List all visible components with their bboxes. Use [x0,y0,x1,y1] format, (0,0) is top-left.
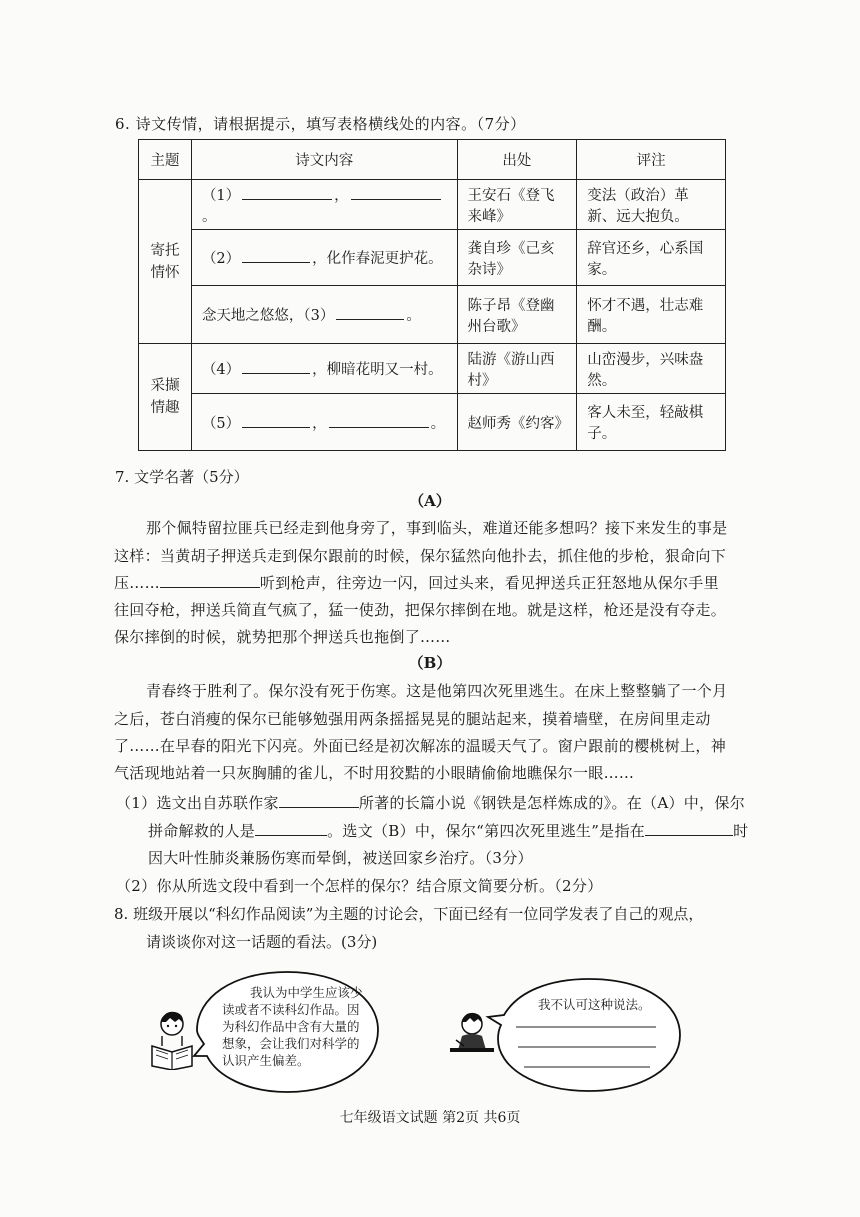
passage-b-line: 青春终于胜利了。保尔没有死于伤寒。这是他第四次死里逃生。在床上整整躺了一个月 [146,682,728,700]
sub-question-1-end: 因大叶性肺炎兼肠伤寒而晕倒，被送回家乡治疗。（3分） [148,849,533,867]
text: 。选文（B）中，保尔“第四次死里逃生”是指在 [327,822,646,840]
text: 拼命解救的人是 [148,822,256,840]
answer-blank[interactable] [160,573,260,588]
line-comma: ， [312,415,327,432]
answer-blank[interactable] [242,413,310,428]
passage-b-line: 之后，苍白消瘦的保尔已能够勉强用两条摇摇晃晃的腿站起来，摸着墙壁，在房间里走动 [114,710,711,728]
poem-line-2 [191,230,457,286]
bubble-line: 为科幻作品中含有大量的 [222,1019,360,1034]
poem-line-3 [191,286,457,344]
answer-blank[interactable] [279,793,359,808]
bubble-line: 读或者不读科幻作品。因 [222,1002,360,1017]
poem-line-5 [191,394,457,451]
passage-a-line [114,572,719,593]
line-end: 。 [406,308,421,324]
answer-blank[interactable] [242,185,332,200]
source-cell: 陆游《游山西村》 [457,344,577,394]
line-comma: ， [334,187,349,204]
right-bubble-text: 我不认可这种说法。 [538,997,651,1012]
passage-b-line: 了……在早春的阳光下闪亮。外面已经是初次解冻的温暖天气了。窗户跟前的樱桃树上，神 [114,737,727,755]
bubble-line: 我认为中学生应该少 [250,985,363,1000]
source-cell: 赵师秀《约客》 [457,394,577,451]
answer-blank[interactable] [255,821,327,836]
text: 压…… [114,574,160,592]
bubble-line: 认识产生偏差。 [222,1053,310,1068]
sub-question-1-cont [148,820,748,841]
passage-a-line: 这样：当黄胡子押送兵走到保尔跟前的时候，保尔猛然向他扑去，抓住他的步枪，狠命向下 [114,547,727,565]
sub-question-1 [116,792,745,813]
section-b-heading: （B） [408,654,452,672]
text: 听到枪声，往旁边一闪，回过头来，看见押送兵正狂怒地从保尔手里 [259,574,719,592]
line-end: 。 [430,415,446,432]
poem-line-1 [191,180,457,230]
left-bubble-text [222,984,363,1069]
line-end: 。 [201,208,217,225]
header-note: 评注 [577,140,726,180]
answer-blank[interactable] [242,359,310,374]
passage-a-line: 往回夺枪，押送兵简直气疯了，猛一使劲，把保尔摔倒在地。就是这样，枪还是没有夺走。 [114,601,727,619]
question-8-line-2: 请谈谈你对这一话题的看法。(3分) [146,933,378,951]
question-8-line-1: 8. 班级开展以“科幻作品阅读”为主题的讨论会，下面已经有一位同学发表了自己的观点， [114,905,704,923]
note-cell: 山峦漫步，兴味盎然。 [577,344,726,394]
theme-cell-2: 采撷 情趣 [139,344,192,451]
right-speech-bubble [484,975,684,1095]
theme-cell-1: 寄托 情怀 [139,180,192,344]
header-theme: 主题 [139,140,192,180]
source-cell: 龚自珍《己亥杂诗》 [457,230,577,286]
question-7-title: 7. 文学名著（5分） [115,468,249,486]
passage-a-line: 保尔摔倒的时候，就势把那个押送兵也拖倒了…… [114,628,451,646]
line-label: （4） [201,362,241,378]
page-footer: 七年级语文试题 第2页 共6页 [339,1110,521,1126]
text: 所著的长篇小说《钢铁是怎样炼成的》。在（A）中，保尔 [358,794,745,812]
sub-question-2: （2）你从所选文段中看到一个怎样的保尔？结合原文简要分析。（2分） [116,877,603,895]
line-label: （5） [201,415,241,432]
note-cell: 变法（政治）革新、远大抱负。 [577,180,726,230]
answer-blank[interactable] [645,821,733,836]
line-text: ，柳暗花明又一村。 [312,362,443,378]
text: 时 [733,822,749,840]
source-cell: 王安石《登飞来峰》 [457,180,577,230]
bubble-line: 想象，会让我们对科学的 [222,1036,360,1051]
passage-b-line: 气活现地站着一只灰胸脯的雀儿，不时用狡黠的小眼睛偷偷地瞧保尔一眼…… [114,764,635,782]
question-6-title: 6. 诗文传情，请根据提示，填写表格横线处的内容。（7分） [115,115,526,133]
note-cell: 怀才不遇，壮志难酬。 [577,286,726,344]
poem-table [138,139,726,451]
answer-blank[interactable] [242,248,310,263]
passage-a-line: 那个佩特留拉匪兵已经走到他身旁了，事到临头，难道还能多想吗？接下来发生的事是 [146,519,728,537]
text: （1）选文出自苏联作家 [116,794,279,812]
note-cell: 客人未至，轻敲棋子。 [577,394,726,451]
header-source: 出处 [457,140,577,180]
section-a-heading: （A） [409,492,451,510]
answer-blank[interactable] [329,413,429,428]
line-label: （1） [201,187,241,204]
line-text: 念天地之悠悠，（3） [201,308,335,324]
header-content: 诗文内容 [191,140,457,180]
line-text: ，化作春泥更护花。 [312,251,443,267]
answer-blank[interactable] [351,185,441,200]
line-label: （2） [201,251,241,267]
poem-line-4 [191,344,457,394]
source-cell: 陈子昂《登幽州台歌》 [457,286,577,344]
answer-blank[interactable] [336,305,404,320]
note-cell: 辞官还乡，心系国家。 [577,230,726,286]
